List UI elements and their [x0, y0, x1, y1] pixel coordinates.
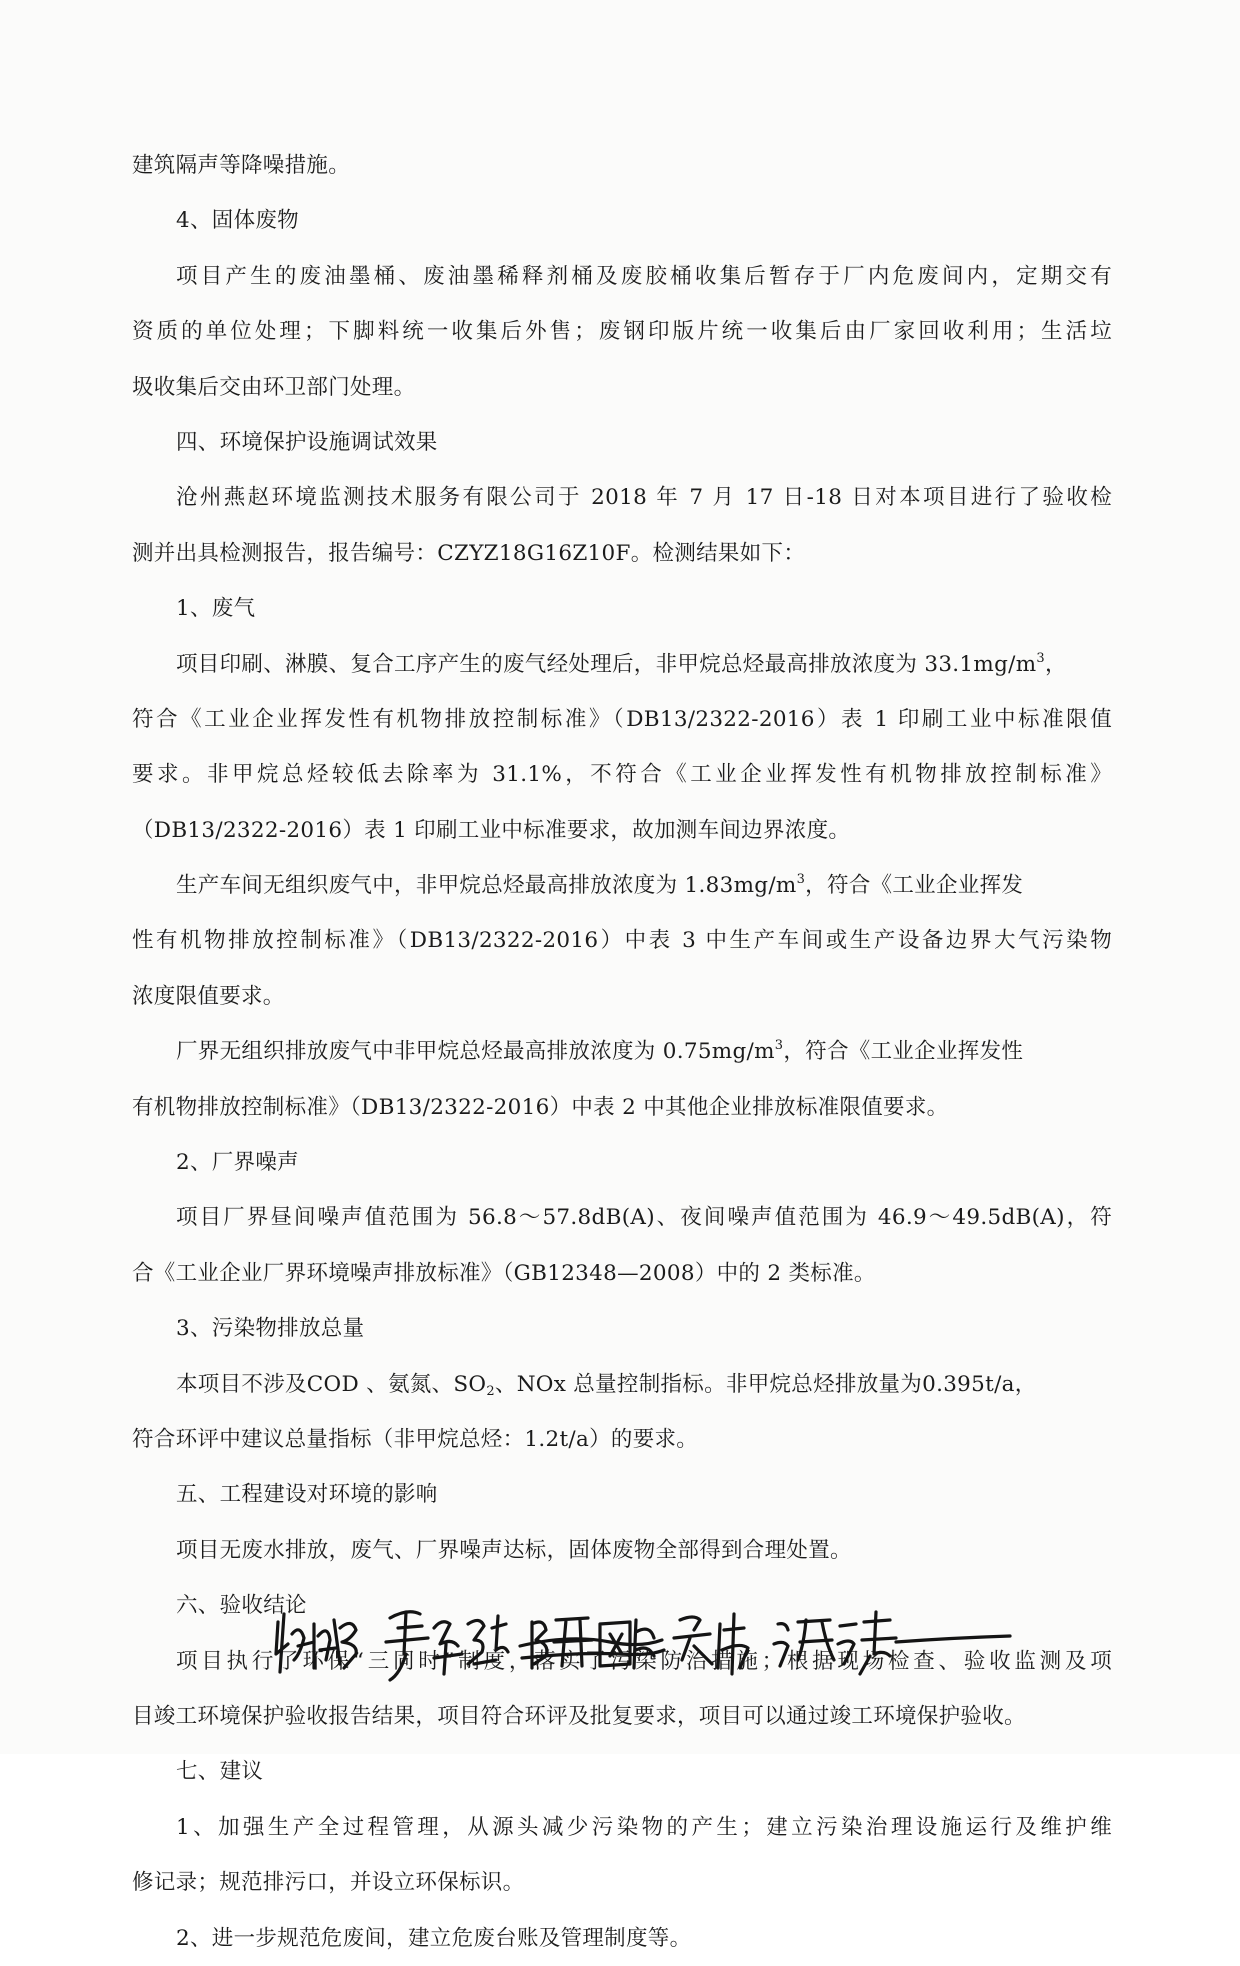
- line-text: 生产车间无组织废气中，非甲烷总烃最高排放浓度为 1.83mg/m: [176, 873, 797, 899]
- section-heading-environmental-impact: 五、工程建设对环境的影响: [176, 1482, 438, 1508]
- paragraph-line: 项目厂界昼间噪声值范围为 56.8～57.8dB(A)、夜间噪声值范围为 46.9～49.5dB(A)，符: [176, 1205, 1112, 1231]
- paragraph-line: 项目产生的废油墨桶、废油墨稀释剂桶及废胶桶收集后暂存于厂内危废间内，定期交有: [176, 263, 1112, 289]
- section-heading-exhaust-gas: 1、废气: [176, 596, 256, 622]
- paragraph-line: （DB13/2322-2016）表 1 印刷工业中标准要求，故加测车间边界浓度。: [132, 817, 851, 843]
- line-text: 本项目不涉及COD 、氨氮、SO: [176, 1371, 487, 1397]
- section-heading-commissioning: 四、环境保护设施调试效果: [176, 429, 438, 455]
- superscript: 3: [796, 872, 806, 888]
- paragraph-line: 有机物排放控制标准》（DB13/2322-2016）中表 2 中其他企业排放标准限值要求。: [132, 1094, 949, 1120]
- paragraph-line: [132, 1024, 1112, 1079]
- section-heading-noise: 2、厂界噪声: [176, 1150, 299, 1176]
- line-text: 项目印刷、淋膜、复合工序产生的废气经处理后，非甲烷总烃最高排放浓度为 33.1mg/m: [176, 651, 1037, 677]
- line-text: ，: [1044, 651, 1067, 677]
- paragraph-line: 沧州燕赵环境监测技术服务有限公司于 2018 年 7 月 17 日-18 日对本项目进行了验收检: [176, 485, 1112, 511]
- paragraph-line: 符合环评中建议总量指标（非甲烷总烃：1.2t/a）的要求。: [132, 1426, 699, 1452]
- line-text: ，符合《工业企业挥发性: [783, 1039, 1024, 1065]
- subscript: 2: [486, 1383, 495, 1399]
- paragraph-line: 测并出具检测报告，报告编号：CZYZ18G16Z10F。检测结果如下：: [132, 540, 806, 566]
- paragraph-line: [132, 1357, 1112, 1412]
- paragraph-line: 性有机物排放控制标准》（DB13/2322-2016）中表 3 中生产车间或生产设备边界大气污染物: [132, 928, 1112, 954]
- paragraph-line: 圾收集后交由环卫部门处理。: [132, 374, 416, 400]
- paragraph-line: 1、加强生产全过程管理，从源头减少污染物的产生；建立污染治理设施运行及维护维: [176, 1814, 1112, 1840]
- line-text: ，符合《工业企业挥发: [805, 873, 1024, 899]
- paragraph-line: 项目无废水排放，废气、厂界噪声达标，固体废物全部得到合理处置。: [176, 1537, 852, 1563]
- line-text: 厂界无组织排放废气中非甲烷总烃最高排放浓度为 0.75mg/m: [176, 1039, 775, 1065]
- superscript: 3: [774, 1038, 784, 1054]
- section-heading-total-emissions: 3、污染物排放总量: [176, 1316, 365, 1342]
- paragraph-line: 修记录；规范排污口，并设立环保标识。: [132, 1870, 525, 1896]
- paragraph-line: 浓度限值要求。: [132, 983, 285, 1009]
- paragraph-line: 建筑隔声等降噪措施。: [132, 153, 351, 178]
- paragraph-line: 符合《工业企业挥发性有机物排放控制标准》（DB13/2322-2016）表 1 印刷工业中标准限值: [132, 706, 1112, 732]
- superscript: 3: [1036, 650, 1045, 666]
- paragraph-line: [132, 858, 1112, 913]
- paragraph-line: 要求。非甲烷总烃较低去除率为 31.1%，不符合《工业企业挥发性有机物排放控制标准》: [132, 762, 1112, 788]
- section-heading-solid-waste: 4、固体废物: [176, 208, 299, 234]
- paragraph-line: 资质的单位处理；下脚料统一收集后外售；废钢印版片统一收集后由厂家回收利用；生活垃: [132, 319, 1112, 345]
- line-text: 、NOx 总量控制指标。非甲烷总烃排放量为0.395t/a，: [494, 1371, 1037, 1397]
- paragraph-line: 2、进一步规范危废间，建立危废台账及管理制度等。: [176, 1925, 692, 1951]
- paragraph-line: 项目执行了环保“三同时”制度，落实了污染防治措施；根据现场检查、验收监测及项: [176, 1648, 1112, 1674]
- paragraph-line: 合《工业企业厂界环境噪声排放标准》（GB12348—2008）中的 2 类标准。: [132, 1260, 876, 1286]
- paragraph-line: 目竣工环境保护验收报告结果，项目符合环评及批复要求，项目可以通过竣工环境保护验收。: [132, 1703, 1026, 1729]
- handwritten-signatures: [270, 1594, 1030, 1694]
- paragraph-line: [132, 637, 1112, 692]
- section-heading-suggestions: 七、建议: [176, 1759, 264, 1785]
- section-heading-conclusion: 六、验收结论: [176, 1593, 307, 1619]
